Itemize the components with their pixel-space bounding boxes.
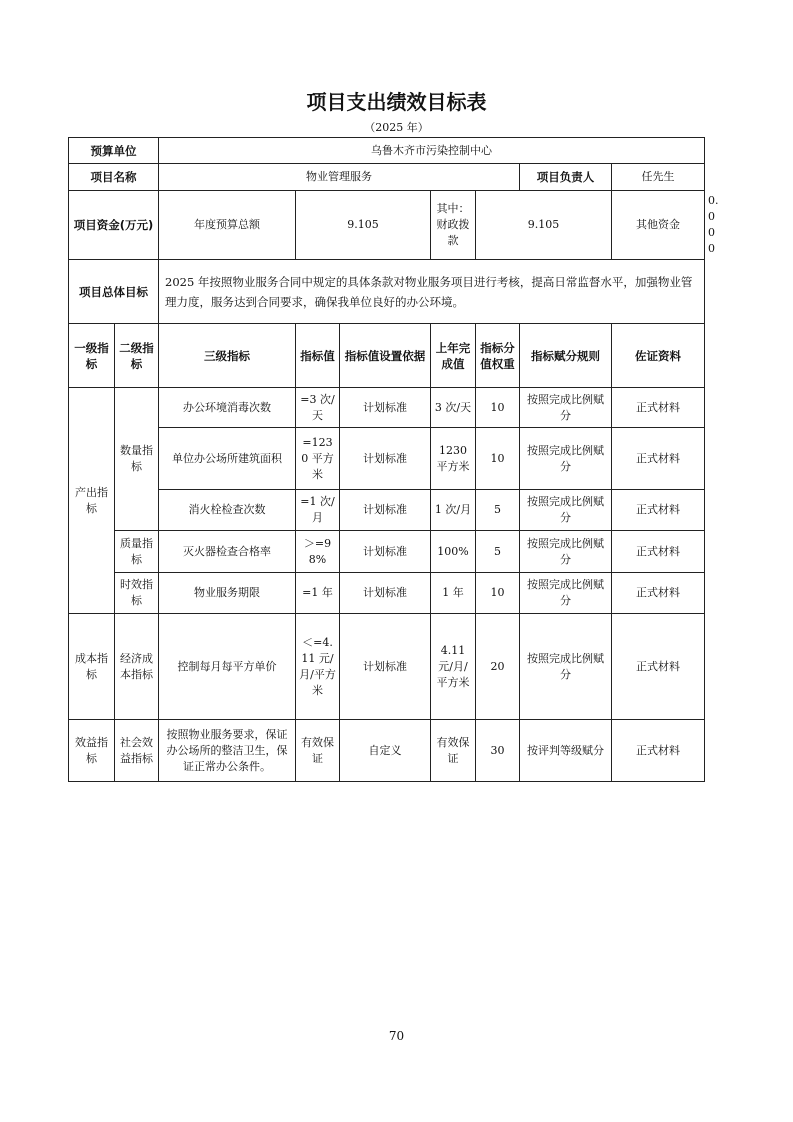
indicator-weight: 20 bbox=[476, 614, 520, 720]
indicator-evidence: 正式材料 bbox=[612, 388, 705, 428]
header-level1: 一级指标 bbox=[69, 324, 115, 388]
goal-label: 项目总体目标 bbox=[69, 260, 159, 324]
indicator-value: ＜=4.11 元/月/平方米 bbox=[296, 614, 340, 720]
indicator-basis: 计划标准 bbox=[340, 490, 431, 531]
indicator-rule: 按评判等级赋分 bbox=[520, 720, 612, 782]
group-quantity: 数量指标 bbox=[115, 388, 159, 531]
indicator-basis: 计划标准 bbox=[340, 388, 431, 428]
indicator-last-year: 4.11 元/月/平方米 bbox=[431, 614, 476, 720]
group-economic-cost: 经济成本指标 bbox=[115, 614, 159, 720]
project-name-label: 项目名称 bbox=[69, 164, 159, 191]
indicator-rule: 按照完成比例赋分 bbox=[520, 531, 612, 573]
indicator-evidence: 正式材料 bbox=[612, 428, 705, 490]
project-owner-label: 项目负责人 bbox=[520, 164, 612, 191]
group-benefit: 效益指标 bbox=[69, 720, 115, 782]
goal-text: 2025 年按照物业服务合同中规定的具体条款对物业服务项目进行考核，提高日常监督水平，加强物业管理力度，服务达到合同要求，确保我单位良好的办公环境。 bbox=[159, 260, 705, 324]
indicator-rule: 按照完成比例赋分 bbox=[520, 573, 612, 614]
indicator-weight: 30 bbox=[476, 720, 520, 782]
indicator-evidence: 正式材料 bbox=[612, 720, 705, 782]
annual-total-value: 9.105 bbox=[296, 191, 431, 260]
fiscal-label: 其中：财政拨款 bbox=[431, 191, 476, 260]
header-last-year: 上年完成值 bbox=[431, 324, 476, 388]
indicator-value: 有效保证 bbox=[296, 720, 340, 782]
group-social-benefit: 社会效益指标 bbox=[115, 720, 159, 782]
header-value: 指标值 bbox=[296, 324, 340, 388]
header-evidence: 佐证资料 bbox=[612, 324, 705, 388]
year-label: （2025 年） bbox=[364, 121, 429, 134]
indicator-weight: 10 bbox=[476, 388, 520, 428]
indicator-basis: 计划标准 bbox=[340, 573, 431, 614]
indicator-basis: 自定义 bbox=[340, 720, 431, 782]
indicator-value: =1230 平方米 bbox=[296, 428, 340, 490]
indicator-last-year: 1 次/月 bbox=[431, 490, 476, 531]
indicator-evidence: 正式材料 bbox=[612, 531, 705, 573]
indicator-rule: 按照完成比例赋分 bbox=[520, 614, 612, 720]
fiscal-value: 9.105 bbox=[476, 191, 612, 260]
group-timeliness: 时效指标 bbox=[115, 573, 159, 614]
table-row bbox=[69, 614, 705, 720]
header-level3: 三级指标 bbox=[159, 324, 296, 388]
header-weight: 指标分值权重 bbox=[476, 324, 520, 388]
indicator-rule: 按照完成比例赋分 bbox=[520, 490, 612, 531]
project-owner-value: 任先生 bbox=[612, 164, 705, 191]
header-rule: 指标赋分规则 bbox=[520, 324, 612, 388]
indicator-weight: 5 bbox=[476, 531, 520, 573]
indicator-value: =1 年 bbox=[296, 573, 340, 614]
indicator-weight: 10 bbox=[476, 573, 520, 614]
table-row bbox=[69, 490, 705, 531]
indicator-evidence: 正式材料 bbox=[612, 614, 705, 720]
table-row bbox=[69, 720, 705, 782]
page-title: 项目支出绩效目标表 bbox=[306, 90, 487, 114]
group-quality: 质量指标 bbox=[115, 531, 159, 573]
other-label: 其他资金 bbox=[612, 191, 705, 260]
indicator-name: 消火栓检查次数 bbox=[159, 490, 296, 531]
indicator-weight: 10 bbox=[476, 428, 520, 490]
indicator-last-year: 3 次/天 bbox=[431, 388, 476, 428]
table-row bbox=[69, 428, 705, 490]
indicator-name: 物业服务期限 bbox=[159, 573, 296, 614]
table-row bbox=[69, 388, 705, 428]
indicator-weight: 5 bbox=[476, 490, 520, 531]
indicator-name: 控制每月每平方单价 bbox=[159, 614, 296, 720]
indicator-value: =1 次/月 bbox=[296, 490, 340, 531]
project-name-value: 物业管理服务 bbox=[159, 164, 520, 191]
indicator-rule: 按照完成比例赋分 bbox=[520, 388, 612, 428]
header-level2: 二级指标 bbox=[115, 324, 159, 388]
table-row bbox=[69, 531, 705, 573]
annual-total-label: 年度预算总额 bbox=[159, 191, 296, 260]
indicator-name: 灭火器检查合格率 bbox=[159, 531, 296, 573]
table-row bbox=[69, 573, 705, 614]
indicator-rule: 按照完成比例赋分 bbox=[520, 428, 612, 490]
indicator-basis: 计划标准 bbox=[340, 614, 431, 720]
header-basis: 指标值设置依据 bbox=[340, 324, 431, 388]
indicator-name: 单位办公场所建筑面积 bbox=[159, 428, 296, 490]
indicator-value: ＞=98% bbox=[296, 531, 340, 573]
indicator-last-year: 1 年 bbox=[431, 573, 476, 614]
funds-label: 项目资金(万元) bbox=[69, 191, 159, 260]
indicator-evidence: 正式材料 bbox=[612, 573, 705, 614]
budget-unit-value: 乌鲁木齐市污染控制中心 bbox=[159, 138, 705, 164]
group-cost: 成本指标 bbox=[69, 614, 115, 720]
budget-unit-label: 预算单位 bbox=[69, 138, 159, 164]
performance-table: 预算单位 乌鲁木齐市污染控制中心 项目名称 物业管理服务 项目负责人 任先生 项目资金(万元) 年度预算总额 9.105 其中：财政拨款 9.105 其他资金 0.000 项目总体目标 2025 年按照物业服务合同中规定的具体条款对物业服务项目进行考核，提高日常监督水平，加强物业管理力度，服务达到合同要求，确保我单位良好的办公环境。 一级指标 二级指标 三级指标 指标值 指标值设置依据 上年完成值 指标分值权重 指标赋分规则 佐证资料 产出指标 数量指标 办公环境消毒次数 =3 次/天 计划标准 3 次/天 10 按照完成比例赋分 正式材料 单位办公场所建筑面积 =1230 平方米 计划标准 1230 平方米 10 按照完成比例赋分 正式材料 消火栓检查次数 =1 次/月 计划标准 1 次/月 5 按照完成比例赋分 正式材料 质量指标 灭火器检查合格率 ＞=98% 计划标准 100% 5 按照完成比例赋分 正式材料 时效指标 物业服务期限 =1 年 计划标准 1 年 10 按照完成比例赋分 正式材料 成本指标 经济成本指标 控制每月每平方单价 ＜=4.11 元/月/平方米 计划标准 4.11 元/月/平方米 20 按照完成比例赋分 正式材料 效益指标 社会效益指标 按照物业服务要求，保证办公场所的整洁卫生，保证正常办公条件。 有效保证 自定义 有效保证 30 按评判等级赋分 正式材料 bbox=[68, 137, 705, 782]
indicator-name: 按照物业服务要求，保证办公场所的整洁卫生，保证正常办公条件。 bbox=[159, 720, 296, 782]
indicator-basis: 计划标准 bbox=[340, 428, 431, 490]
indicator-basis: 计划标准 bbox=[340, 531, 431, 573]
indicator-evidence: 正式材料 bbox=[612, 490, 705, 531]
indicator-last-year: 有效保证 bbox=[431, 720, 476, 782]
group-output: 产出指标 bbox=[69, 388, 115, 614]
indicator-last-year: 1230 平方米 bbox=[431, 428, 476, 490]
indicator-name: 办公环境消毒次数 bbox=[159, 388, 296, 428]
page-number: 70 bbox=[388, 1029, 405, 1043]
indicator-value: =3 次/天 bbox=[296, 388, 340, 428]
indicator-last-year: 100% bbox=[431, 531, 476, 573]
